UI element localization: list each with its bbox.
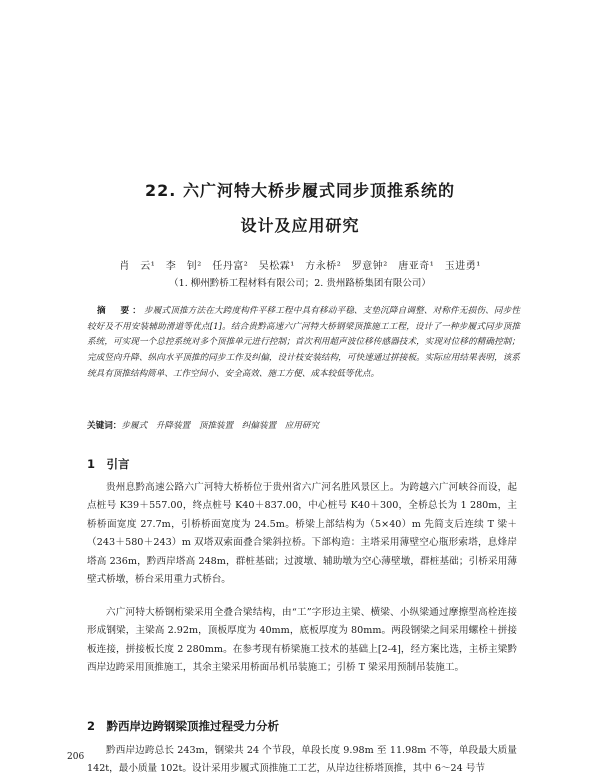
keywords-text: 步履式 升降装置 顶推装置 纠偏装置 应用研究: [121, 421, 320, 431]
body-paragraph: 贵州息黔高速公路六广河特大桥桥位于贵州省六广河名胜风景区上。为跨越六广河峡谷而设，起点桩号 K39＋557.00，终点桩号 K40＋837.00，中心桩号 K40＋300，全桥总长为 1 280m，主桥桥面宽度 27.7m，引桥桥面宽度为 24.5m。桥梁上部结构为（5×40）m 先简支后连续 T 梁＋（243＋580＋243）m 双塔双索面叠合梁斜拉桥。下部构造：主塔采用薄壁空心瓶形索塔，息烽岸塔高 236m，黔西岸塔高 248m，群桩基础；过渡墩、辅助墩为空心薄壁墩，群桩基础；引桥采用薄壁式桥墩，桥台采用重力式桥台。: [87, 482, 517, 586]
body-paragraph: 黔西岸边跨总长 243m，钢梁共 24 个节段，单段长度 9.98m 至 11.98m 不等，单段最大质量 142t，最小质量 102t。设计采用步履式顶推施工工艺，从岸边往桥塔顶推，其中 6～24 号节: [87, 745, 517, 775]
abstract-label: 摘 要：: [97, 306, 144, 316]
affiliation: （1. 柳州黔桥工程材料有限公司；2. 贵州路桥集团有限公司）: [169, 278, 431, 289]
keywords-label: 关键词：: [87, 421, 122, 431]
abstract: [87, 304, 520, 383]
page-number: 206: [67, 752, 85, 762]
keywords: [87, 419, 520, 431]
paper-title-line-1: 22. 六广河特大桥步履式同步顶推系统的: [145, 181, 455, 200]
author-list: 肖 云¹ 李 钊² 任丹富² 吴松霖¹ 方永桥² 罗意钟² 唐亚奇¹ 玉进勇¹: [119, 261, 481, 272]
section-heading-analysis: 2 黔西岸边跨钢梁顶推过程受力分析: [87, 719, 279, 733]
section-heading-introduction: 1 引言: [87, 457, 130, 471]
body-paragraph: 六广河特大桥钢桁梁采用全叠合梁结构，由“工”字形边主梁、横梁、小纵梁通过摩擦型高栓连接形成钢梁，主梁高 2.92m，顶板厚度为 40mm，底板厚度为 80mm。两段钢梁之间采用螺栓＋拼接板连接，拼接板长度 2 280mm。在参考现有桥梁施工技术的基础上[2-4]，经方案比选，主桥主梁黔西岸边跨采用顶推施工，其余主梁采用桥面吊机吊装施工；引桥 T 梁采用预制吊装施工。: [87, 607, 517, 674]
abstract-text: 步履式顶推方法在大跨度构件平移工程中具有移动平稳、支垫沉降自调整、对称件无损伤、同步性较好及不用安装辅助滑道等优点[1]。结合贵黔高速六广河特大桥钢梁顶推施工工程，设计了一种步履式同步顶推系统，可实现一个总控系统对多个顶推单元进行控制；首次利用超声波位移传感器技术，实现对位移的精确控制；完成竖向升降、纵向水平顶推的同步工作及纠偏，设计枝安装结构，可快速通过拼接板。实际应用结果表明，该系统具有顶推结构简单、工作空间小、安全高效、施工方便、成本较低等优点。: [87, 306, 520, 379]
paper-title-line-2: 设计及应用研究: [240, 216, 360, 235]
